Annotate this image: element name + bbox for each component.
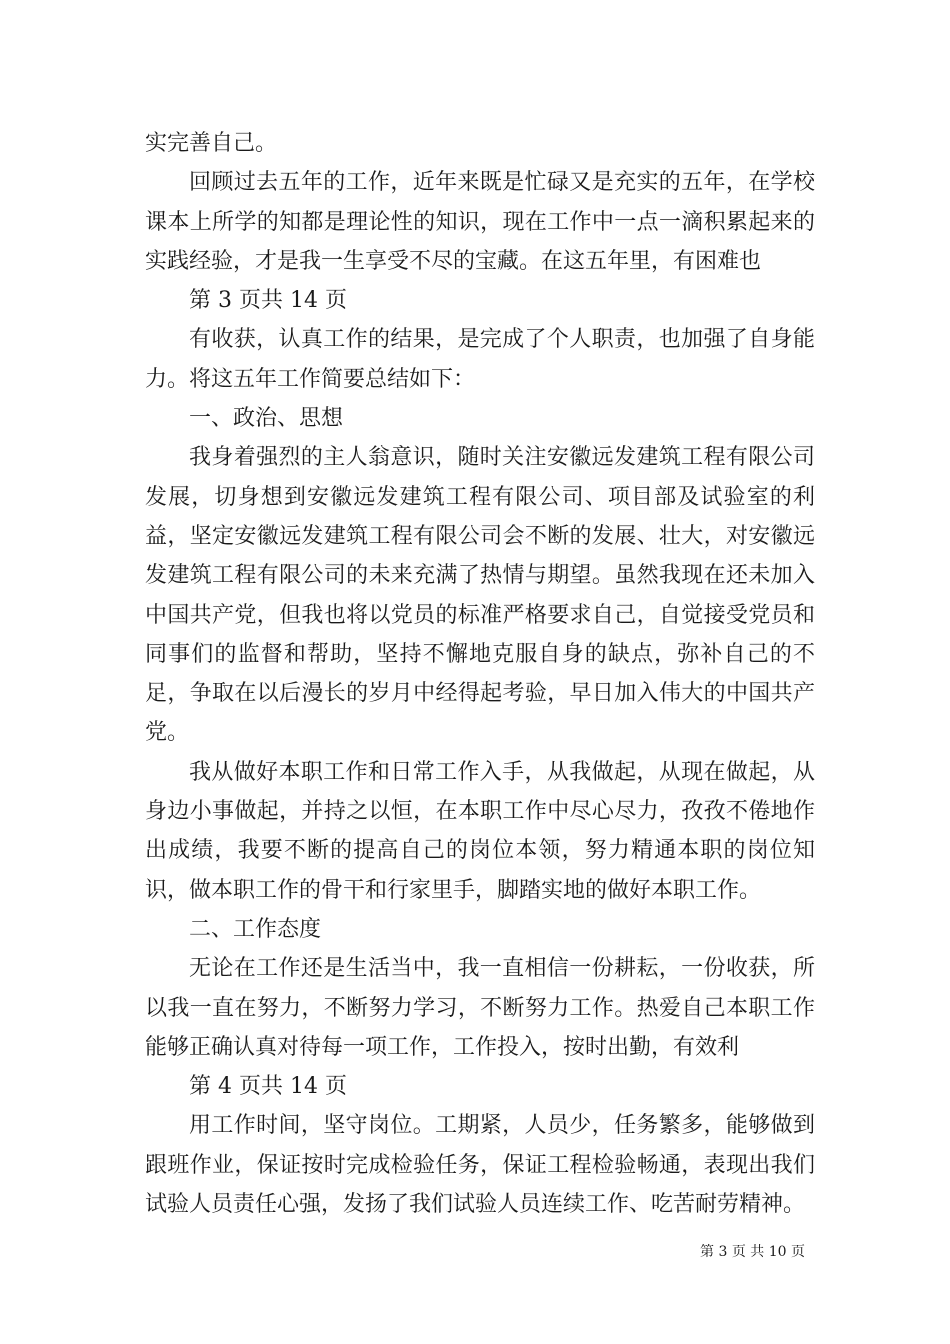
paragraph-7: 用工作时间，坚守岗位。工期紧，人员少，任务繁多，能够做到跟班作业，保证按时完成检验任务，保证工程检验畅通，表现出我们试验人员责任心强，发扬了我们试验人员连续工作、吃苦耐劳精神。: [145, 1113, 815, 1218]
paragraph-4: 我身着强烈的主人翁意识，随时关注安徽远发建筑工程有限公司发展，切身想到安徽远发建筑工程有限公司、项目部及试验室的利益，坚定安徽远发建筑工程有限公司会不断的发展、壮大，对安徽远发建筑工程有限公司的未来充满了热情与期望。虽然我现在还未加入中国共产党，但我也将以党员的标准严格要求自己，自觉接受党员和同事们的监督和帮助，坚持不懈地克服自身的缺点，弥补自己的不足，争取在以后漫长的岁月中经得起考验，早日加入伟大的中国共产党。: [145, 445, 815, 746]
inline-page-marker: 第 3 页共 14 页: [189, 288, 347, 314]
paragraph-3: 有收获，认真工作的结果，是完成了个人职责，也加强了自身能力。将这五年工作简要总结如下：: [145, 327, 815, 392]
section-heading-attitude: 二、工作态度: [189, 916, 322, 942]
paragraph-6: 无论在工作还是生活当中，我一直相信一份耕耘，一份收获，所以我一直在努力，不断努力学习，不断努力工作。热爱自己本职工作能够正确认真对待每一项工作，工作投入，按时出勤，有效利: [145, 956, 815, 1060]
document-body: [145, 124, 815, 1224]
section-heading-politics: 一、政治、思想: [189, 406, 344, 432]
paragraph-1: 实完善自己。: [145, 131, 278, 156]
paragraph-2: 回顾过去五年的工作，近年来既是忙碌又是充实的五年，在学校课本上所学的知都是理论性的知识，现在工作中一点一滴积累起来的实践经验，才是我一生享受不尽的宝藏。在这五年里，有困难也: [145, 170, 815, 274]
page-footer: 第 3 页 共 10 页: [700, 1244, 805, 1260]
paragraph-5: 我从做好本职工作和日常工作入手，从我做起，从现在做起，从身边小事做起，并持之以恒，在本职工作中尽心尽力，孜孜不倦地作出成绩，我要不断的提高自己的岗位本领，努力精通本职的岗位知识，做本职工作的骨干和行家里手，脚踏实地的做好本职工作。: [145, 759, 815, 903]
inline-page-marker: 第 4 页共 14 页: [189, 1074, 347, 1100]
